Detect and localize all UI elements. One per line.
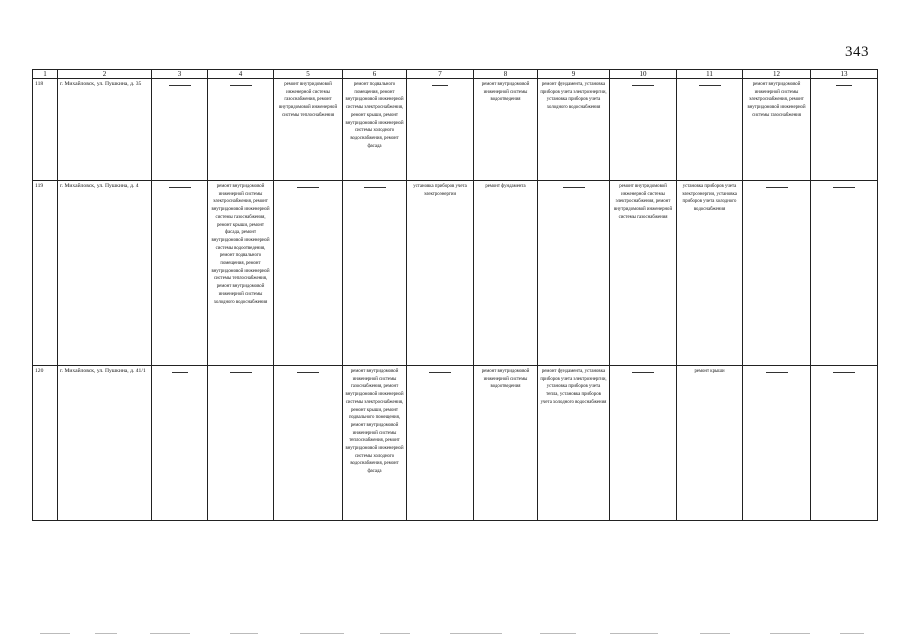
dash-mark <box>364 187 386 188</box>
cell-col-3 <box>152 366 208 521</box>
address-cell: г. Михайловск, ул. Пушкина, д. 35 <box>58 79 152 181</box>
table-row <box>33 366 878 521</box>
cell-col-4 <box>208 79 274 181</box>
cell-col-9: ремонт фундамента, установка приборов учета электроэнергии, установка приборов учета холодного водоснабжения <box>538 79 610 181</box>
cell-col-5: ремонт внутридомовой инженерной системы газоснабжения, ремонт внутридомовой инженерной системы теплоснабжения <box>274 79 343 181</box>
dash-mark <box>429 372 451 373</box>
header-cell-13: 13 <box>811 70 878 79</box>
dash-mark <box>230 85 252 86</box>
cell-col-6: ремонт подвального помещения, ремонт внутридомовой инженерной системы электроснабжения, ремонт крыши, ремонт внутридомовой инженерной системы холодного водоснабжения, ремонт фасада <box>343 79 407 181</box>
cell-col-7 <box>407 79 474 181</box>
dash-mark <box>833 187 855 188</box>
table-row <box>33 181 878 366</box>
scan-artifact <box>380 633 410 634</box>
cell-col-9 <box>538 181 610 366</box>
cell-col-12: ремонт внутридомовой инженерной системы электроснабжения, ремонт внутридомовой инженерной системы газоснабжения <box>743 79 811 181</box>
cell-col-13 <box>811 79 878 181</box>
scan-artifact <box>150 633 190 634</box>
cell-col-11: ремонт крыши <box>677 366 743 521</box>
header-cell-9: 9 <box>538 70 610 79</box>
cell-col-7 <box>407 366 474 521</box>
dash-mark <box>297 187 319 188</box>
scan-artifact <box>300 633 344 634</box>
address-cell: г. Михайловск, ул. Пушкина, д. 4 <box>58 181 152 366</box>
header-row <box>33 70 878 79</box>
cell-col-3 <box>152 181 208 366</box>
dash-mark <box>432 85 448 86</box>
scan-artifact <box>700 633 730 634</box>
cell-col-11 <box>677 79 743 181</box>
cell-col-6 <box>343 181 407 366</box>
dash-mark <box>563 187 585 188</box>
cell-col-12 <box>743 181 811 366</box>
header-cell-11: 11 <box>677 70 743 79</box>
cell-col-4: ремонт внутридомовой инженерной системы электроснабжения, ремонт внутридомовой инженерной системы газоснабжения, ремонт крыши, ремонт фасада, ремонт внутридомовой инженерной системы водоотведения, ремонт подвального помещения, ремонт внутридомовой инженерной системы теплоснабжения, ремонт внутридомовой инженерной системы холодного водоснабжения <box>208 181 274 366</box>
cell-col-3 <box>152 79 208 181</box>
dash-mark <box>172 372 188 373</box>
dash-mark <box>833 372 855 373</box>
dash-mark <box>766 187 788 188</box>
dash-mark <box>169 187 191 188</box>
cell-col-13 <box>811 366 878 521</box>
scan-artifact <box>40 633 70 634</box>
cell-col-5 <box>274 366 343 521</box>
dash-mark <box>766 372 788 373</box>
document-table-wrapper <box>32 69 878 521</box>
cell-col-5 <box>274 181 343 366</box>
scan-artifact <box>230 633 258 634</box>
page-number: 343 <box>845 44 869 60</box>
header-cell-4: 4 <box>208 70 274 79</box>
header-cell-1: 1 <box>33 70 58 79</box>
cell-col-8: ремонт внутридомовой инженерной системы водоотведения <box>474 79 538 181</box>
scan-artifact <box>610 633 658 634</box>
scan-artifact <box>840 633 864 634</box>
cell-col-7: установка приборов учета электроэнергии <box>407 181 474 366</box>
dash-mark <box>297 372 319 373</box>
cell-col-8: ремонт внутридомовой инженерной системы водоотведения <box>474 366 538 521</box>
cell-col-10: ремонт внутридомовой инженерной системы электроснабжения, ремонт внутридомовой инженерной системы газоснабжения <box>610 181 677 366</box>
header-cell-12: 12 <box>743 70 811 79</box>
header-cell-5: 5 <box>274 70 343 79</box>
cell-col-9: ремонт фундамента, установка приборов учета электроэнергии, установка приборов учета тепла, установка приборов учета холодного водоснабжения <box>538 366 610 521</box>
header-cell-6: 6 <box>343 70 407 79</box>
scan-artifact <box>770 633 810 634</box>
dash-mark <box>230 372 252 373</box>
row-number: 120 <box>33 366 58 521</box>
header-cell-3: 3 <box>152 70 208 79</box>
row-number: 119 <box>33 181 58 366</box>
header-cell-7: 7 <box>407 70 474 79</box>
cell-col-12 <box>743 366 811 521</box>
scan-artifact <box>95 633 117 634</box>
cell-col-10 <box>610 79 677 181</box>
scan-artifact <box>450 633 502 634</box>
dash-mark <box>169 85 191 86</box>
dash-mark <box>632 372 654 373</box>
table-row <box>33 79 878 181</box>
cell-col-11: установка приборов учета электроэнергии, установка приборов учета холодного водоснабжения <box>677 181 743 366</box>
scan-artifact-strip <box>0 628 905 640</box>
cell-col-6: ремонт внутридомовой инженерной системы газоснабжения, ремонт внутридомовой инженерной системы электроснабжения, ремонт крыши, ремонт подвального помещения, ремонт внутридомовой инженерной системы теплоснабжения, ремонт внутридомовой инженерной системы холодного водоснабжения, ремонт фасада <box>343 366 407 521</box>
repair-schedule-table <box>32 69 878 521</box>
dash-mark <box>699 85 721 86</box>
scan-artifact <box>540 633 576 634</box>
cell-col-8: ремонт фундамента <box>474 181 538 366</box>
header-cell-8: 8 <box>474 70 538 79</box>
cell-col-4 <box>208 366 274 521</box>
row-number: 118 <box>33 79 58 181</box>
dash-mark <box>836 85 852 86</box>
header-cell-10: 10 <box>610 70 677 79</box>
header-cell-2: 2 <box>58 70 152 79</box>
cell-col-10 <box>610 366 677 521</box>
cell-col-13 <box>811 181 878 366</box>
dash-mark <box>632 85 654 86</box>
address-cell: г. Михайловск, ул. Пушкина, д. 41/1 <box>58 366 152 521</box>
